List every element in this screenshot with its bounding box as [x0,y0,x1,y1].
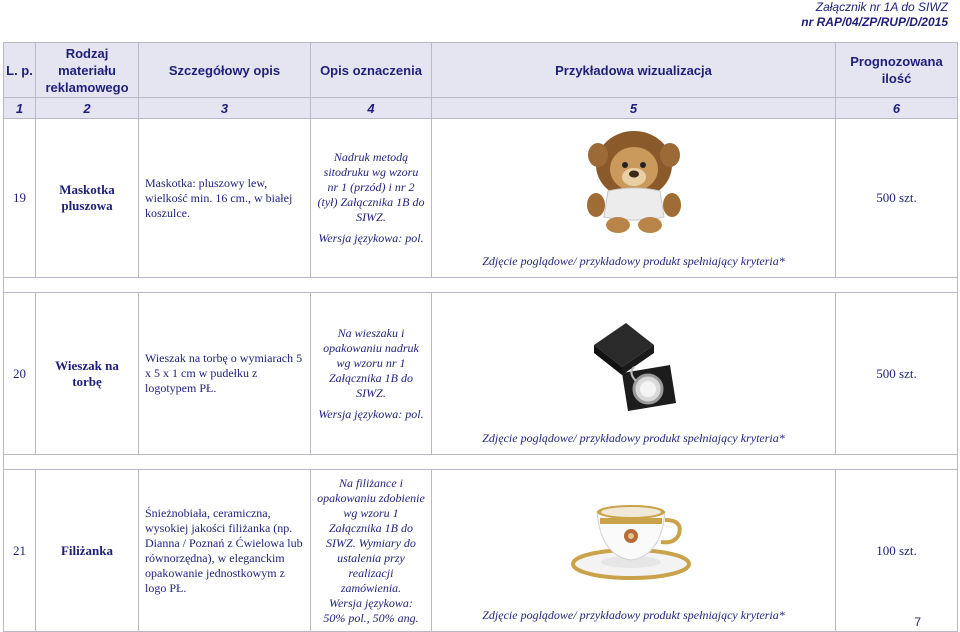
row-quantity: 100 szt. [836,470,958,632]
materials-table [3,42,958,632]
row-separator [4,455,958,470]
row-marking [311,293,432,455]
row-marking [311,119,432,278]
marking-text: Nadruk metodą sitodruku wg wzoru nr 1 (przód) i nr 2 (tył) Załącznika 1B do SIWZ. [317,150,425,224]
language-version: Wersja językowa: pol. [318,406,424,421]
column-number: 2 [36,98,139,119]
plush-lion-image [574,125,694,235]
row-material: Wieszak na torbę [36,293,139,455]
visualization-caption: Zdjęcie poglądowe/ przykładowy produkt spełniający kryteria* [482,608,785,622]
column-header-material: Rodzaj materiału reklamowego [36,43,139,98]
row-lp: 19 [4,119,36,278]
page-number: 7 [914,615,921,629]
column-number: 5 [432,98,836,119]
row-visualization [432,470,836,632]
teacup-saucer-image [569,494,699,584]
column-number: 4 [311,98,432,119]
column-header-quantity: Prognozowana ilość [836,43,958,98]
language-version: Wersja językowa: 50% pol., 50% ang. [323,595,419,625]
column-header-marking: Opis oznaczenia [311,43,432,98]
row-visualization [432,293,836,455]
column-header-lp: L. p. [4,43,36,98]
table-header-row [4,43,958,98]
column-number: 6 [836,98,958,119]
row-details: Maskotka: pluszowy lew, wielkość min. 16 cm., w białej koszulce. [139,119,311,278]
marking-text: Na wieszaku i opakowaniu nadruk wg wzoru nr 1 Załącznika 1B do SIWZ. [323,325,419,400]
row-separator [4,278,958,293]
marking-text: Na filiżance i opakowaniu zdobienie wg wzoru 1 Załącznika 1B do SIWZ. Wymiary do ustalenia przy realizacji zamówienia. [317,475,425,595]
annex-reference-number: nr RAP/04/ZP/RUP/D/2015 [801,15,948,29]
row-quantity: 500 szt. [836,293,958,455]
language-version: Wersja językowa: pol. [318,231,424,245]
row-details: Wieszak na torbę o wymiarach 5 x 5 x 1 cm w pudełku z logotypem PŁ. [139,293,311,455]
table-row [4,293,958,455]
column-header-visualization: Przykładowa wizualizacja [432,43,836,98]
column-header-details: Szczegółowy opis [139,43,311,98]
row-details: Śnieżnobiała, ceramiczna, wysokiej jakości filiżanka (np. Dianna / Poznań z Ćwielowa lub równorzędna), w eleganckim opakowanie jednostkowym z logo PŁ. [139,470,311,632]
visualization-caption: Zdjęcie poglądowe/ przykładowy produkt spełniający kryteria* [482,254,785,268]
column-number: 3 [139,98,311,119]
row-material: Maskotka pluszowa [36,119,139,278]
column-number-row [4,98,958,119]
visualization-caption: Zdjęcie poglądowe/ przykładowy produkt spełniający kryteria* [482,431,785,445]
row-marking [311,470,432,632]
bag-hanger-box-image [584,315,684,415]
row-material: Filiżanka [36,470,139,632]
column-number: 1 [4,98,36,119]
table-row [4,470,958,632]
row-lp: 20 [4,293,36,455]
row-quantity: 500 szt. [836,119,958,278]
table-row [4,119,958,278]
row-visualization [432,119,836,278]
annex-title: Załącznik nr 1A do SIWZ [815,0,948,14]
document-annex-header [801,0,948,30]
row-lp: 21 [4,470,36,632]
